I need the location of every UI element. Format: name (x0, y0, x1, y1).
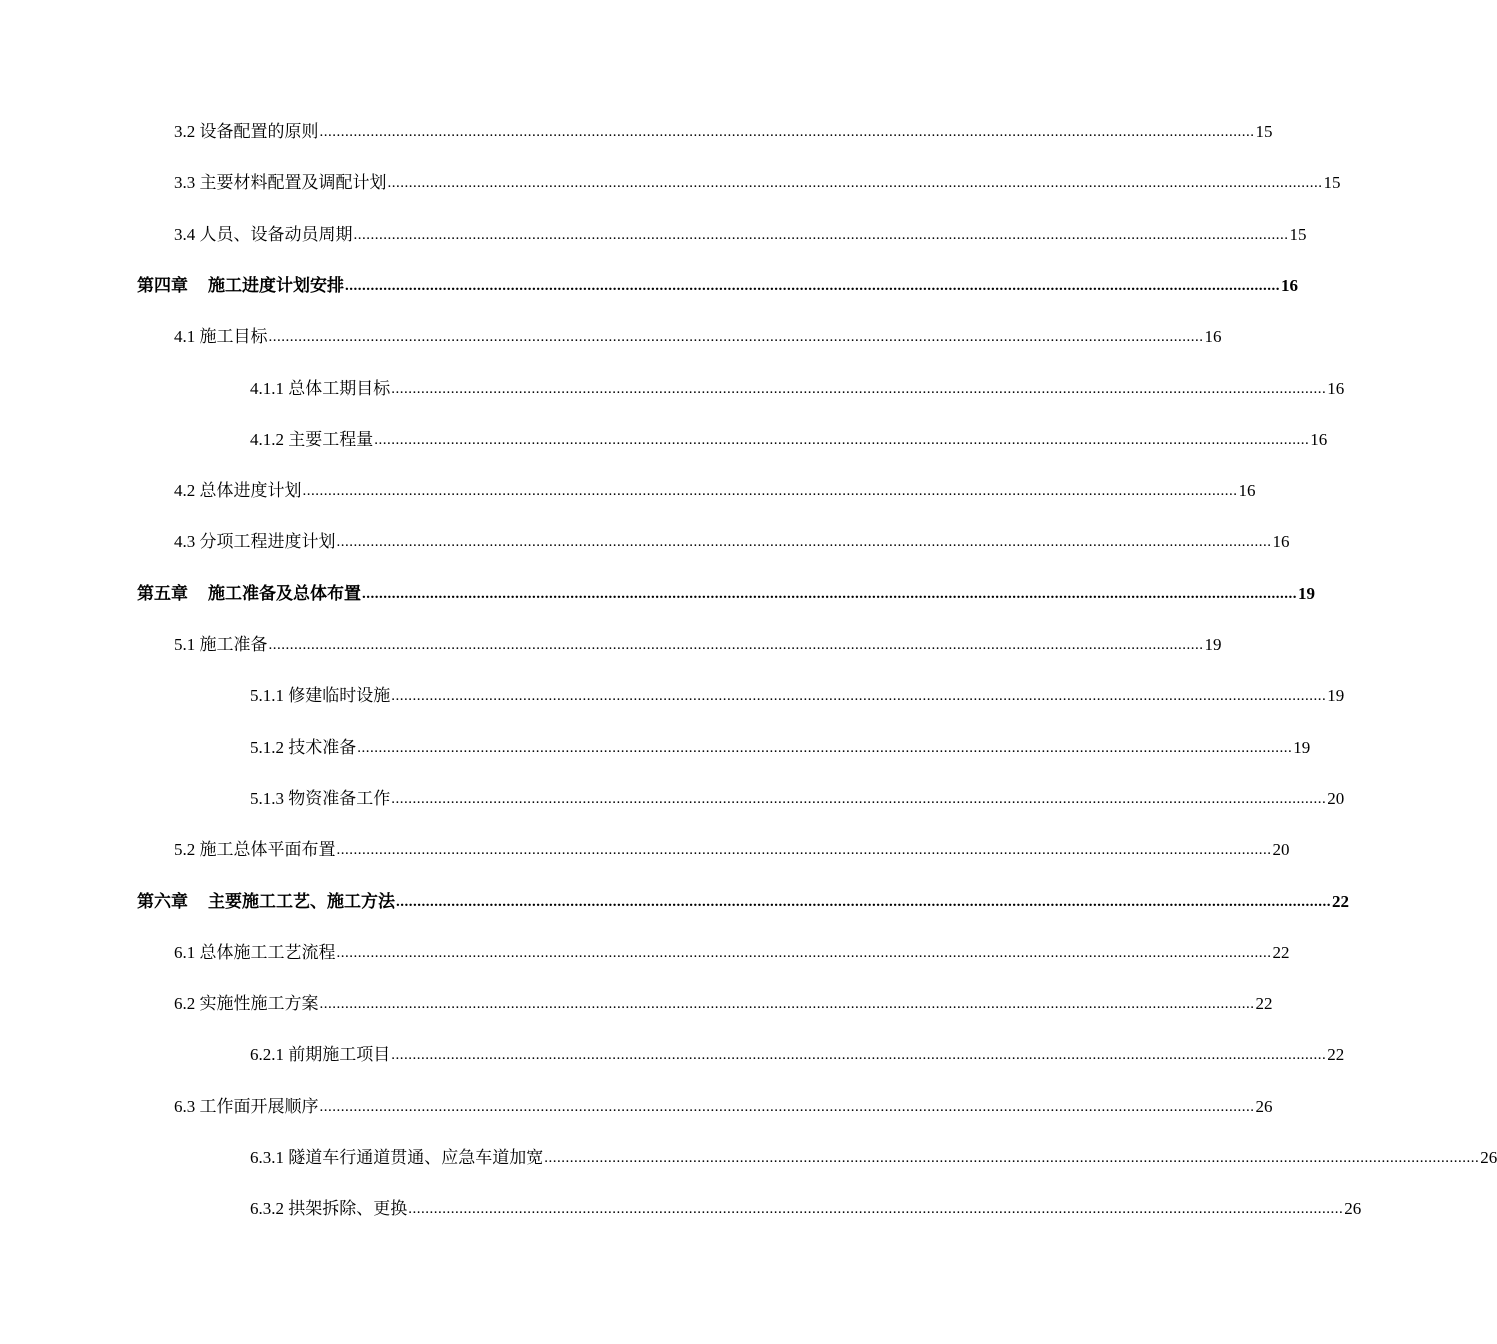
toc-page-number: 15 (1255, 122, 1273, 141)
toc-title-text: 4.3 分项工程进度计划 (174, 532, 336, 552)
toc-page-number: 19 (1327, 686, 1345, 706)
toc-dot-leader: ............................................................................................................................................................................................................................ (319, 996, 1255, 1013)
toc-page-number: 16 (1327, 378, 1345, 398)
toc-dot-leader: ............................................................................................................................................................................................................................ (544, 1150, 1480, 1166)
toc-entry-chapter[interactable] (137, 569, 1315, 605)
toc-page-number: 16 (1204, 327, 1222, 347)
toc-entry-section[interactable] (174, 825, 1290, 861)
toc-entry-title (174, 531, 336, 553)
toc-entry-section[interactable] (174, 928, 1290, 964)
toc-entry-title (174, 172, 387, 194)
toc-page-number: 16 (1281, 275, 1298, 295)
toc-dot-leader: ............................................................................................................................................................................................................................ (391, 688, 1327, 705)
toc-entry-title (250, 429, 373, 451)
toc-dot-leader: ............................................................................................................................................................................................................................ (302, 483, 1238, 500)
toc-title-text: 施工准备及总体布置 (208, 583, 361, 603)
toc-page-number: 20 (1327, 788, 1345, 808)
toc-title-text: 6.3.1 隧道车行通道贯通、应急车道加宽 (250, 1148, 544, 1167)
toc-title-text: 4.2 总体进度计划 (174, 481, 302, 501)
toc-entry-sub[interactable] (250, 723, 1311, 759)
toc-chapter-number: 第四章 (137, 275, 188, 295)
toc-entry-sub[interactable] (250, 1133, 1497, 1169)
toc-title-text: 4.1 施工目标 (174, 327, 268, 347)
toc-entry-section[interactable] (174, 158, 1341, 194)
toc-entry-chapter[interactable] (137, 261, 1298, 297)
toc-title-text: 5.1.3 物资准备工作 (250, 788, 391, 808)
toc-title-text: 3.2 设备配置的原则 (174, 122, 319, 141)
toc-title-text: 4.1.2 主要工程量 (250, 429, 374, 449)
toc-title-text: 3.4 人员、设备动员周期 (174, 224, 353, 244)
toc-chapter-number: 第五章 (137, 583, 188, 603)
toc-entry-title (174, 839, 336, 861)
toc-page-number: 16 (1238, 481, 1256, 501)
toc-entry-title (250, 737, 356, 759)
toc-page-number: 26 (1344, 1199, 1362, 1219)
toc-dot-leader: ............................................................................................................................................................................................................................ (345, 277, 1280, 294)
toc-entry-sub[interactable] (250, 774, 1345, 810)
toc-page-number: 19 (1298, 583, 1315, 603)
toc-title-text: 6.2.1 前期施工项目 (250, 1045, 391, 1065)
toc-dot-leader: ............................................................................................................................................................................................................................ (336, 534, 1272, 551)
toc-entry-title (174, 993, 319, 1015)
toc-entry-title (250, 1198, 407, 1220)
toc-page-number: 20 (1272, 840, 1290, 860)
toc-dot-leader: ............................................................................................................................................................................................................................ (362, 585, 1297, 602)
toc-entry-title (137, 891, 395, 913)
toc-title-text: 4.1.1 总体工期目标 (250, 378, 391, 398)
toc-chapter-number: 第六章 (137, 891, 188, 911)
toc-entry-section[interactable] (174, 210, 1307, 246)
toc-entry-sub[interactable] (250, 1030, 1345, 1066)
toc-entry-title (250, 685, 390, 707)
toc-dot-leader: ............................................................................................................................................................................................................................ (319, 124, 1255, 140)
toc-entry-sub[interactable] (250, 671, 1345, 707)
toc-page-number: 26 (1255, 1096, 1273, 1116)
toc-dot-leader: ............................................................................................................................................................................................................................ (391, 790, 1327, 807)
toc-entry-section[interactable] (174, 979, 1273, 1015)
toc-title-text: 5.1.1 修建临时设施 (250, 686, 391, 706)
toc-dot-leader: ............................................................................................................................................................................................................................ (374, 431, 1310, 448)
toc-entry-section[interactable] (174, 1082, 1273, 1118)
toc-entry-title (250, 378, 390, 400)
toc-title-text: 3.3 主要材料配置及调配计划 (174, 173, 387, 193)
toc-page-number: 15 (1323, 173, 1341, 193)
toc-entry-title (137, 583, 361, 605)
toc-entry-title (250, 1044, 390, 1066)
toc-title-text: 5.1 施工准备 (174, 635, 268, 654)
toc-dot-leader: ............................................................................................................................................................................................................................ (387, 175, 1323, 192)
toc-dot-leader: ............................................................................................................................................................................................................................ (408, 1201, 1344, 1218)
toc-page-number: 19 (1293, 737, 1311, 757)
toc-title-text: 主要施工工艺、施工方法 (208, 891, 395, 911)
toc-entry-section[interactable] (174, 312, 1222, 348)
toc-page-number: 22 (1332, 891, 1349, 911)
toc-entry-title (174, 224, 353, 246)
toc-entry-sub[interactable] (250, 364, 1345, 400)
toc-title-text: 施工进度计划安排 (208, 275, 344, 295)
toc-entry-title (250, 788, 390, 810)
toc-entry-title (174, 634, 268, 656)
toc-title-text: 5.1.2 技术准备 (250, 737, 357, 757)
toc-dot-leader: ............................................................................................................................................................................................................................ (268, 329, 1204, 346)
toc-page-number: 22 (1255, 994, 1273, 1014)
toc-page-number: 15 (1289, 224, 1307, 244)
toc-entry-section[interactable] (174, 517, 1290, 553)
toc-page-number: 16 (1310, 429, 1328, 449)
toc-title-text: 6.3.2 拱架拆除、更换 (250, 1199, 408, 1219)
toc-page-number: 26 (1480, 1148, 1497, 1167)
toc-dot-leader: ............................................................................................................................................................................................................................ (353, 226, 1289, 243)
toc-page-number: 22 (1272, 942, 1290, 962)
toc-dot-leader: ............................................................................................................................................................................................................................ (391, 1047, 1327, 1064)
toc-title-text: 6.3 工作面开展顺序 (174, 1096, 319, 1116)
toc-page-number: 16 (1272, 532, 1290, 552)
toc-title-text: 5.2 施工总体平面布置 (174, 840, 336, 860)
toc-dot-leader: ............................................................................................................................................................................................................................ (268, 637, 1204, 653)
toc-dot-leader: ............................................................................................................................................................................................................................ (336, 842, 1272, 859)
toc-entry-title (174, 942, 336, 964)
toc-title-text: 6.2 实施性施工方案 (174, 994, 319, 1014)
toc-entry-section[interactable] (174, 466, 1256, 502)
toc-dot-leader: ............................................................................................................................................................................................................................ (357, 739, 1293, 756)
toc-title-text: 6.1 总体施工工艺流程 (174, 942, 336, 962)
toc-dot-leader: ............................................................................................................................................................................................................................ (336, 944, 1272, 961)
toc-entry-section[interactable] (174, 620, 1222, 656)
toc-page-number: 22 (1327, 1045, 1345, 1065)
toc-entry-sub[interactable] (250, 1184, 1362, 1220)
toc-entry-title (174, 1096, 319, 1118)
toc-entry-title (250, 1147, 543, 1169)
toc-dot-leader: ............................................................................................................................................................................................................................ (391, 380, 1327, 397)
toc-dot-leader: ............................................................................................................................................................................................................................ (396, 893, 1331, 910)
toc-dot-leader: ............................................................................................................................................................................................................................ (319, 1098, 1255, 1115)
toc-entry-title (174, 480, 302, 502)
toc-page-number: 19 (1204, 635, 1222, 654)
toc-entry-chapter[interactable] (137, 877, 1349, 913)
toc-entry-title (174, 326, 268, 348)
toc-entry-title (137, 275, 344, 297)
toc-entry-sub[interactable] (250, 415, 1328, 451)
toc-entry-title (174, 121, 319, 143)
toc-entry-section[interactable] (174, 107, 1273, 143)
